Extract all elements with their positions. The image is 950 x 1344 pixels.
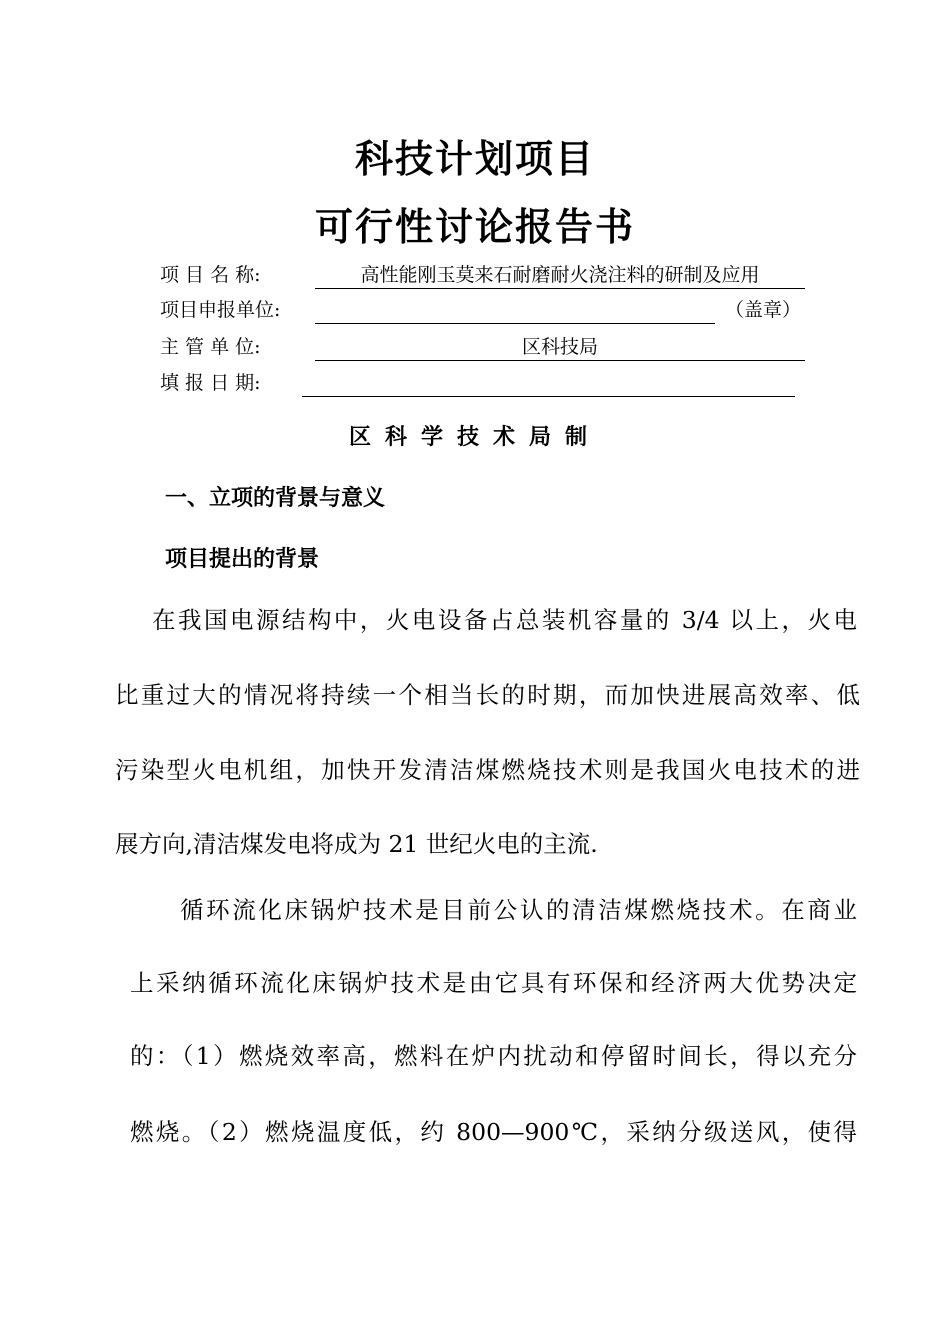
paragraph-line: 展方向,清洁煤发电将成为 21 世纪火电的主流. <box>115 830 598 858</box>
applicant-label: 项目申报单位: <box>160 299 281 321</box>
section-subheading: 项目提出的背景 <box>165 547 320 572</box>
paragraph-line: 污染型火电机组，加快开发清洁煤燃烧技术则是我国火电技术的进 <box>115 756 860 784</box>
paragraph-line: 燃烧。（2）燃烧温度低，约 800—900℃，采纳分级送风，使得 <box>130 1118 857 1146</box>
supervisor-value: 区科技局 <box>315 334 805 361</box>
issuing-organization: 区科学技术局制 <box>348 425 601 450</box>
date-label: 填 报 日 期: <box>160 372 261 394</box>
document-title-line2: 可行性讨论报告书 <box>314 205 635 249</box>
supervisor-label: 主 管 单 位: <box>160 336 261 358</box>
section-heading: 一、立项的背景与意义 <box>165 486 386 511</box>
seal-note: （盖章） <box>725 299 802 321</box>
applicant-value <box>315 297 715 324</box>
paragraph-line: 上采纳循环流化床锅炉技术是由它具有环保和经济两大优势决定 <box>130 969 857 997</box>
project-name-label: 项 目 名 称: <box>160 264 261 286</box>
paragraph-line: 循环流化床锅炉技术是目前公认的清洁煤燃烧技术。在商业 <box>180 896 857 924</box>
document-title-line1: 科技计划项目 <box>354 137 595 181</box>
date-value <box>302 370 795 397</box>
paragraph-line: 在我国电源结构中，火电设备占总装机容量的 3/4 以上，火电 <box>152 606 857 634</box>
project-name-value: 高性能刚玉莫来石耐磨耐火浇注料的研制及应用 <box>315 262 805 289</box>
paragraph-line: 的：（1）燃烧效率高，燃料在炉内扰动和停留时间长，得以充分 <box>130 1042 857 1070</box>
paragraph-line: 比重过大的情况将持续一个相当长的时期，而加快进展高效率、低 <box>115 681 860 709</box>
